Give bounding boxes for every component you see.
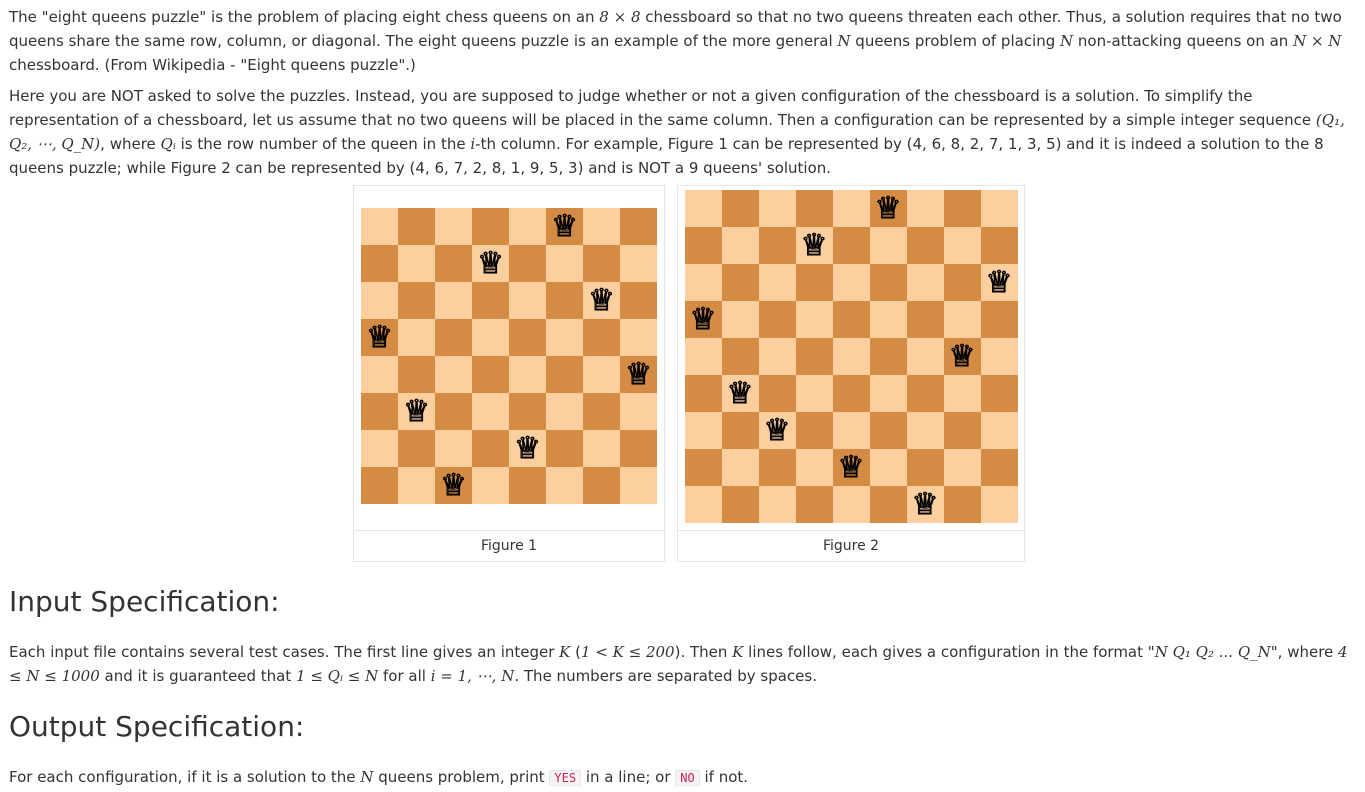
board-square xyxy=(981,301,1018,338)
board-square xyxy=(907,412,944,449)
text-run: queens problem of placing xyxy=(850,32,1061,50)
math-expression: 1 ≤ Qᵢ ≤ N xyxy=(296,667,379,685)
queen-icon: ♕ xyxy=(800,227,828,263)
board-square xyxy=(361,208,398,245)
text-run: ( xyxy=(570,643,582,661)
queen-icon: ♕ xyxy=(763,412,791,448)
board-square xyxy=(546,282,583,319)
text-run: for all xyxy=(378,667,431,685)
intro-paragraph xyxy=(9,5,1359,77)
text-run: ", where xyxy=(1270,643,1339,661)
board-square xyxy=(620,208,657,245)
board-square xyxy=(833,227,870,264)
queen-icon: ♕ xyxy=(985,264,1013,300)
math-expression: Qᵢ xyxy=(160,135,176,153)
text-run: in a line; or xyxy=(581,768,676,786)
board-square xyxy=(583,356,620,393)
board-square xyxy=(546,467,583,504)
text-run: and it is guaranteed that xyxy=(99,667,297,685)
board-square xyxy=(796,190,833,227)
board-square xyxy=(435,208,472,245)
board-square xyxy=(361,467,398,504)
board-square xyxy=(833,301,870,338)
math-expression: N xyxy=(360,768,374,786)
board-square xyxy=(722,412,759,449)
board-square xyxy=(620,319,657,356)
text-run: -th column. For example, Figure 1 can be represented by (4, 6, 8, 2, 7, 1, 3, 5) and it is indeed a solution to the 8 queens puzzle; while Figure 2 can be represented by (4, 6, 7, 2, 8, 1, 9, 5, 3) and is NOT a 9 queens' solution. xyxy=(9,135,1324,177)
board-square xyxy=(981,375,1018,412)
math-expression: N xyxy=(837,32,851,50)
board-square xyxy=(361,430,398,467)
board-square xyxy=(583,393,620,430)
board-square xyxy=(509,467,546,504)
text-run: ). Then xyxy=(674,643,733,661)
board-square xyxy=(870,412,907,449)
board-square xyxy=(944,190,981,227)
board-square xyxy=(833,486,870,523)
board-square xyxy=(361,245,398,282)
board-square xyxy=(546,245,583,282)
board-square xyxy=(981,227,1018,264)
queen-icon: ♕ xyxy=(514,431,541,466)
board-square xyxy=(546,319,583,356)
board-square xyxy=(870,301,907,338)
board-square xyxy=(620,430,657,467)
board-square xyxy=(833,264,870,301)
board-square xyxy=(833,338,870,375)
board-square xyxy=(759,227,796,264)
board-square xyxy=(833,190,870,227)
output-specification-heading: Output Specification: xyxy=(9,710,305,743)
queen-icon: ♕ xyxy=(366,320,393,355)
board-square xyxy=(722,301,759,338)
board-square xyxy=(620,282,657,319)
board-square xyxy=(398,208,435,245)
board-square xyxy=(796,264,833,301)
text-run: queens problem, print xyxy=(373,768,550,786)
figures-table xyxy=(353,185,1025,562)
math-expression: N xyxy=(1060,32,1074,50)
board-square xyxy=(472,356,509,393)
queen-icon: ♕ xyxy=(403,394,430,429)
math-expression: 8 × 8 xyxy=(599,8,641,26)
board-square xyxy=(472,319,509,356)
board-square xyxy=(722,264,759,301)
math-expression: N Q₁ Q₂ xyxy=(1154,643,1214,661)
board-square xyxy=(759,449,796,486)
board-square xyxy=(722,227,759,264)
text-run: chessboard. (From Wikipedia - "Eight queens puzzle".) xyxy=(9,56,416,74)
board-square xyxy=(981,486,1018,523)
board-square xyxy=(361,356,398,393)
input-specification-heading: Input Specification: xyxy=(9,585,280,618)
text-run: The "eight queens puzzle" is the problem of placing eight chess queens on an xyxy=(9,8,600,26)
math-expression: 1 < K ≤ 200 xyxy=(581,643,675,661)
board-square xyxy=(907,227,944,264)
board-square xyxy=(546,356,583,393)
board-square xyxy=(870,486,907,523)
text-run: . The numbers are separated by spaces. xyxy=(514,667,817,685)
code-literal: YES xyxy=(549,770,581,786)
board-square xyxy=(509,208,546,245)
board-square xyxy=(361,282,398,319)
queen-icon: ♕ xyxy=(588,283,615,318)
board-square xyxy=(472,282,509,319)
code-literal: NO xyxy=(675,770,699,786)
board-square xyxy=(361,393,398,430)
text-run: ... xyxy=(1213,643,1238,661)
math-expression: i xyxy=(470,135,476,153)
board-square xyxy=(722,486,759,523)
math-expression: (Q₁, Q₂, ⋯, Q_N) xyxy=(9,111,1345,153)
board-square xyxy=(870,227,907,264)
board-square xyxy=(759,190,796,227)
board-square xyxy=(398,356,435,393)
board-square xyxy=(796,375,833,412)
math-expression: i = 1, ⋯, N xyxy=(430,667,515,685)
board-square xyxy=(870,338,907,375)
queen-icon: ♕ xyxy=(625,357,652,392)
board-square xyxy=(944,375,981,412)
board-square xyxy=(435,430,472,467)
board-square xyxy=(759,301,796,338)
board-square xyxy=(435,282,472,319)
board-square xyxy=(796,449,833,486)
board-square xyxy=(685,338,722,375)
board-square xyxy=(583,430,620,467)
board-square xyxy=(944,449,981,486)
board-square xyxy=(398,282,435,319)
board-square xyxy=(472,208,509,245)
chessboard-figure-1 xyxy=(361,208,657,504)
board-square xyxy=(907,264,944,301)
board-square xyxy=(435,393,472,430)
board-square xyxy=(944,227,981,264)
board-square xyxy=(796,486,833,523)
board-square xyxy=(435,319,472,356)
figure-2-cell xyxy=(678,186,1025,531)
queen-icon: ♕ xyxy=(551,209,578,244)
board-square xyxy=(685,449,722,486)
board-square xyxy=(907,375,944,412)
queen-icon: ♕ xyxy=(837,449,865,485)
chessboard-figure-2 xyxy=(685,190,1018,523)
board-square xyxy=(981,449,1018,486)
board-square xyxy=(796,412,833,449)
board-square xyxy=(472,467,509,504)
board-square xyxy=(685,264,722,301)
queen-icon: ♕ xyxy=(948,338,976,374)
queen-icon: ♕ xyxy=(440,468,467,503)
board-square xyxy=(981,412,1018,449)
text-run: , where xyxy=(100,135,161,153)
figure-1-cell xyxy=(354,186,665,531)
board-square xyxy=(398,430,435,467)
input-specification-text xyxy=(9,640,1359,688)
math-expression: Q_N xyxy=(1237,643,1271,661)
task-paragraph xyxy=(9,84,1359,180)
board-square xyxy=(685,412,722,449)
board-square xyxy=(722,449,759,486)
board-square xyxy=(398,245,435,282)
text-run: Here you are NOT asked to solve the puzzles. Instead, you are supposed to judge whether or not a given configuration of the chessboard is a solution. To simplify the representation of a chessboard, let us assume that no two queens will be placed in the same column. Then a configuration can be represented by a simple integer sequence xyxy=(9,87,1316,129)
board-square xyxy=(981,338,1018,375)
board-square xyxy=(722,338,759,375)
board-square xyxy=(398,319,435,356)
board-square xyxy=(620,467,657,504)
figure-1-caption: Figure 1 xyxy=(354,531,665,562)
queen-icon: ♕ xyxy=(477,246,504,281)
board-square xyxy=(509,319,546,356)
board-square xyxy=(685,486,722,523)
board-square xyxy=(685,375,722,412)
board-square xyxy=(620,393,657,430)
text-run: is the row number of the queen in the xyxy=(175,135,471,153)
board-square xyxy=(583,245,620,282)
board-square xyxy=(509,282,546,319)
figure-2-caption: Figure 2 xyxy=(678,531,1025,562)
board-square xyxy=(796,301,833,338)
board-square xyxy=(685,227,722,264)
math-expression: 4 ≤ N ≤ 1000 xyxy=(9,643,1348,685)
text-run: if not. xyxy=(699,768,749,786)
board-square xyxy=(759,264,796,301)
board-square xyxy=(907,190,944,227)
board-square xyxy=(509,245,546,282)
math-expression: N × N xyxy=(1293,32,1342,50)
board-square xyxy=(509,356,546,393)
text-run: Each input file contains several test cases. The first line gives an integer xyxy=(9,643,560,661)
board-square xyxy=(472,393,509,430)
queen-icon: ♕ xyxy=(911,486,939,522)
board-square xyxy=(509,393,546,430)
queen-icon: ♕ xyxy=(689,301,717,337)
board-square xyxy=(944,412,981,449)
queen-icon: ♕ xyxy=(874,190,902,226)
board-square xyxy=(759,375,796,412)
board-square xyxy=(833,375,870,412)
board-square xyxy=(583,319,620,356)
board-square xyxy=(435,245,472,282)
board-square xyxy=(759,486,796,523)
output-specification-text xyxy=(9,765,1359,790)
text-run: For each configuration, if it is a solution to the xyxy=(9,768,361,786)
text-run: chessboard so that no two queens threaten each other. Thus, a solution requires that no two queens share the same row, column, or diagonal. The eight queens puzzle is an example of the more general xyxy=(9,8,1342,50)
board-square xyxy=(583,467,620,504)
math-expression: K xyxy=(559,643,571,661)
board-square xyxy=(907,301,944,338)
board-square xyxy=(907,338,944,375)
board-square xyxy=(759,338,796,375)
board-square xyxy=(944,264,981,301)
math-expression: K xyxy=(732,643,744,661)
board-square xyxy=(435,356,472,393)
board-square xyxy=(546,393,583,430)
board-square xyxy=(583,208,620,245)
board-square xyxy=(981,190,1018,227)
board-square xyxy=(796,338,833,375)
board-square xyxy=(398,467,435,504)
board-square xyxy=(907,449,944,486)
board-square xyxy=(620,245,657,282)
board-square xyxy=(944,486,981,523)
text-run: lines follow, each gives a configuration in the format " xyxy=(743,643,1155,661)
queen-icon: ♕ xyxy=(726,375,754,411)
text-run: non-attacking queens on an xyxy=(1073,32,1294,50)
board-square xyxy=(722,190,759,227)
board-square xyxy=(944,301,981,338)
board-square xyxy=(833,412,870,449)
board-square xyxy=(472,430,509,467)
board-square xyxy=(870,375,907,412)
board-square xyxy=(870,449,907,486)
board-square xyxy=(685,190,722,227)
board-square xyxy=(546,430,583,467)
board-square xyxy=(870,264,907,301)
